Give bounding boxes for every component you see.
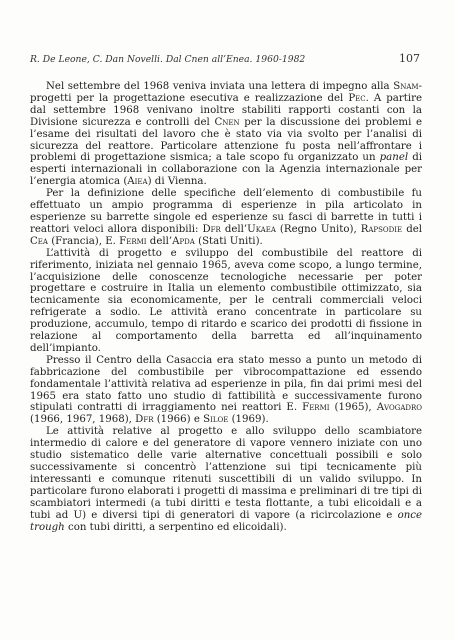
acronym: Dfr xyxy=(135,414,154,426)
text-run: (Regno Unito), xyxy=(275,223,361,235)
paragraph xyxy=(30,355,422,426)
acronym: Snam xyxy=(393,81,419,92)
text-run: Presso il Centro della Casaccia era stato messo a punto un metodo di fabbricazione del combustibile per vibrocompattazione ed essendo fondamentale l’attività relativa ad esperienze in pila, fin dai primi mesi del 1965 era stato fatto uno studio di fattibilità e successivamente furono stipulati contratti di irraggiamento nei reattori E. xyxy=(30,354,422,414)
acronym: Avogadro xyxy=(376,402,422,414)
acronym: Dfr xyxy=(202,223,221,235)
acronym: Fermi xyxy=(302,402,330,414)
acronym: Pec xyxy=(348,92,366,104)
text-run: Per la definizione delle specifiche dell’elemento di combustibile fu effettuato un ampio programma di esperienze in pila articolato in esperienze su barrette singole ed esperienze su fasci di barrette in tutti i reattori veloci allora disponibili: xyxy=(30,188,422,235)
paragraph xyxy=(30,81,422,188)
italic-term: panel xyxy=(379,152,409,164)
text-run: . A partire dal settembre 1968 venivano inoltre stabiliti rapporti costanti con la Divisione sicurezza e controlli del xyxy=(30,92,422,128)
acronym: Cea xyxy=(30,235,48,247)
paragraph xyxy=(30,188,422,248)
text-run: Le attività relative al progetto e allo sviluppo dello scambiatore intermedio di calore e del generatore di vapore vennero iniziate con uno studio sistematico delle varie alternative concettuali possibili e solo successivamente si concentrò l’attenzione sui tipi tecnicamente più interessanti e comunque ritenuti suscettibili di un valido sviluppo. In particolare furono elaborati i progetti di massima e preliminari di tre tipi di scambiatori intermedi (a tubi diritti e testa flottante, a tubi elicoidali e a tubi ad U) e diversi tipi di generatori di vapore (a ricircolazione e xyxy=(30,426,422,521)
acronym: Aiea xyxy=(127,176,148,188)
text-run: per la discussione dei problemi e l’esame dei risultati del lavoro che è stato via via svolto per l’analisi di sicurezza del reattore. Particolare attenzione fu posta nell’affrontare i problemi di progettazione sismica; a tale scopo fu organizzato un xyxy=(30,116,422,164)
text-run: L’attività di progetto e sviluppo del combustibile del reattore di riferimento, iniziata nel gennaio 1965, aveva come scopo, a lungo termine, l’acquisizione delle conoscenze tecnologiche necessarie per poter progettare e costruire in Italia un elemento combustibile ottimizzato, sia tecnicamente sia economicamente, per le centrali commerciali veloci refrigerate a sodio. Le attività erano concentrate in particolare su produzione, accumulo, tempo di ritardo e scarico dei prodotti di fissione in relazione al comportamento della barretta ed all’inquinamento dell’impianto. xyxy=(30,247,422,354)
paragraph xyxy=(30,426,422,533)
text-run: Nel settembre del 1968 veniva inviata una lettera di impegno alla xyxy=(46,81,394,92)
acronym: Siloe xyxy=(203,414,229,426)
text-run: -progetti per la progettazione esecutiva e realizzazione del xyxy=(30,81,422,104)
text-run: dell’ xyxy=(220,223,248,235)
italic-term: once trough xyxy=(30,509,422,533)
running-title: R. De Leone, C. Dan Novelli. Dal Cnen all’Enea. 1960-1982 xyxy=(30,54,306,65)
text-run: con tubi diritti, a serpentino ed elicoidali). xyxy=(64,521,287,533)
paragraph xyxy=(30,248,422,355)
body-text xyxy=(30,81,422,533)
text-run: del xyxy=(402,223,422,235)
acronym: Apda xyxy=(172,235,195,247)
acronym: Rapsodie xyxy=(360,223,403,235)
acronym: Ukaea xyxy=(247,223,276,235)
text-run: (1965), xyxy=(329,402,377,414)
text-run: (Stati Uniti). xyxy=(194,235,263,247)
text-run: di esperti internazionali in collaborazione con la Agenzia internazionale per l’energia atomica ( xyxy=(30,152,422,188)
acronym: Fermi xyxy=(119,235,147,247)
running-header xyxy=(30,52,422,65)
text-run: (Francia), E. xyxy=(47,235,120,247)
page-number: 107 xyxy=(399,52,420,65)
acronym: Cnen xyxy=(214,116,240,128)
text-run: (1969). xyxy=(228,414,269,426)
text-run: dell’ xyxy=(146,235,173,247)
text-run: (1966, 1967, 1968), xyxy=(30,414,136,426)
text-run: ) di Vienna. xyxy=(147,176,207,188)
text-run: (1966) e xyxy=(153,414,204,426)
